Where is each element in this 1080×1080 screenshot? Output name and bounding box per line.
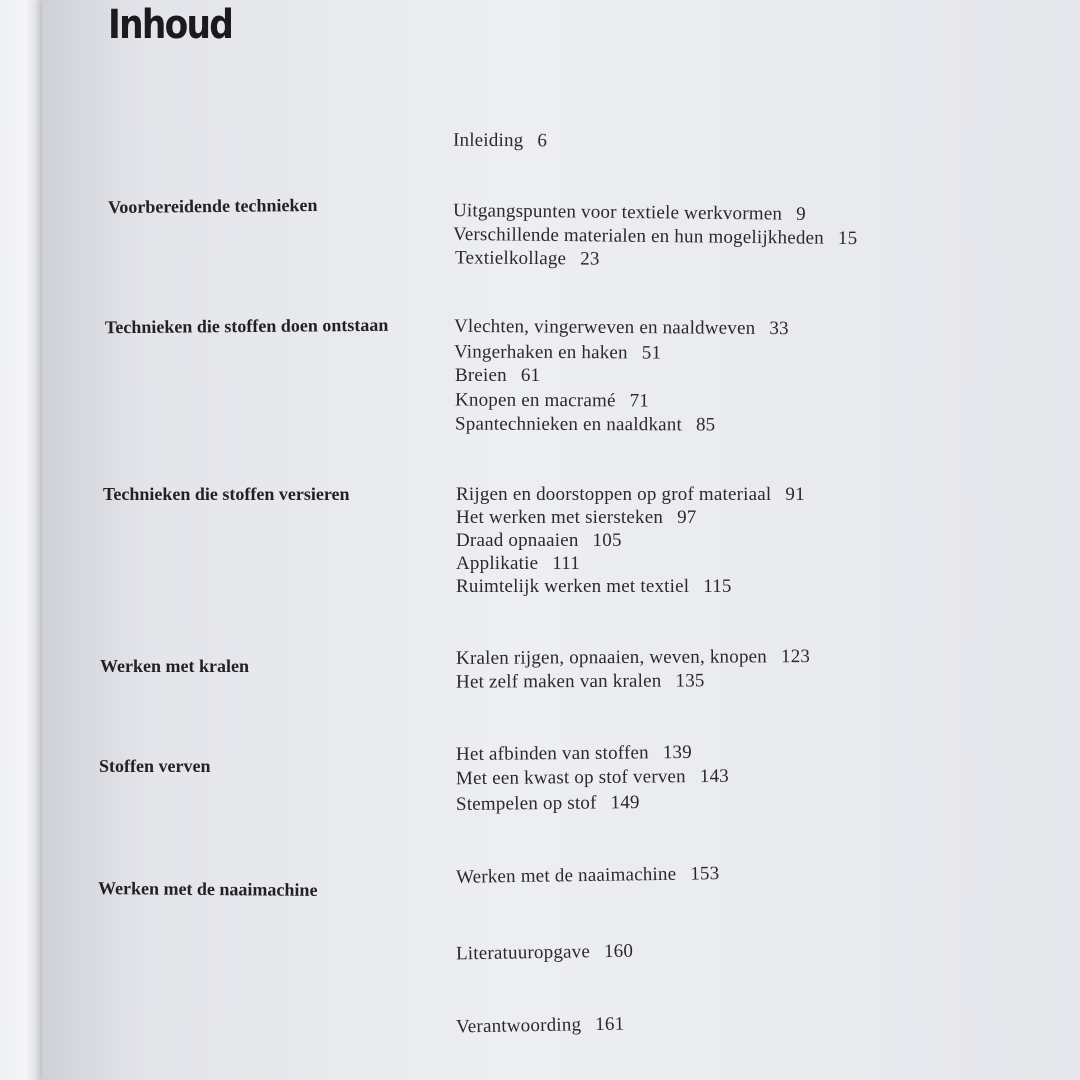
toc-entry	[456, 941, 633, 966]
entry-title: Met een kwast op stof verven	[455, 766, 686, 790]
entry-page-number: 149	[610, 792, 640, 814]
entry-page-number: 51	[641, 342, 662, 364]
entry-page-number: 135	[675, 670, 705, 692]
entry-page-number: 111	[552, 553, 580, 574]
toc-entry	[455, 389, 649, 412]
entry-title: Rijgen en doorstoppen op grof materiaal	[456, 484, 772, 505]
entry-page-number: 161	[595, 1013, 625, 1036]
toc-entry	[453, 130, 547, 153]
toc-entry	[456, 484, 805, 506]
entry-title: Het afbinden van stoffen	[455, 742, 649, 766]
entry-title: Literatuuropgave	[455, 941, 591, 965]
toc-entry	[456, 792, 640, 816]
entry-page-number: 9	[796, 203, 806, 225]
entry-title: Verantwoording	[455, 1014, 582, 1038]
entry-page-number: 115	[703, 576, 732, 597]
entry-page-number: 123	[780, 646, 811, 668]
entry-page-number: 71	[629, 390, 650, 412]
entry-title: Applikatie	[456, 553, 539, 574]
entry-title: Werken met de naaimachine	[455, 863, 677, 888]
toc-entry	[455, 247, 600, 270]
entry-title: Stempelen op stof	[455, 792, 597, 815]
toc-entry	[456, 530, 622, 552]
entry-title: Het zelf maken van kralen	[455, 670, 662, 693]
entry-page-number: 15	[837, 227, 858, 250]
toc-entry	[453, 224, 858, 250]
section-heading-werken-met-de-naaimachine: Werken met de naaimachine	[97, 878, 318, 900]
entry-page-number: 160	[603, 940, 634, 963]
entry-page-number: 105	[592, 530, 622, 551]
entry-title: Breien	[455, 365, 507, 386]
entry-title: Ruimtelijk werken met textiel	[456, 576, 690, 597]
toc-entry	[456, 670, 705, 693]
entry-title: Knopen en macramé	[454, 389, 616, 412]
toc-entry	[456, 507, 696, 529]
page-title: Inhoud	[108, 2, 233, 48]
entry-title: Spantechnieken en naaldkant	[454, 413, 683, 436]
section-heading-werken-met-kralen: Werken met kralen	[100, 656, 249, 676]
toc-entry	[456, 646, 810, 670]
entry-page-number: 6	[537, 130, 548, 152]
toc-entry	[456, 766, 729, 790]
page-edge	[0, 0, 42, 1080]
entry-page-number: 85	[695, 414, 716, 436]
entry-title: Vlechten, vingerweven en naaldweven	[453, 315, 756, 339]
toc-entry	[454, 341, 661, 364]
toc-entry	[455, 414, 715, 437]
entry-title: Inleiding	[452, 129, 524, 152]
entry-page-number: 33	[769, 318, 789, 340]
toc-entry	[456, 742, 692, 766]
entry-page-number: 91	[785, 484, 805, 505]
entry-page-number: 139	[662, 741, 693, 764]
section-heading-stoffen-verven: Stoffen verven	[99, 756, 211, 776]
section-heading-stoffen-doen-ontstaan: Technieken die stoffen doen ontstaan	[104, 314, 389, 338]
entry-title: Uitgangspunten voor textiele werkvormen	[452, 200, 783, 225]
entry-title: Textielkollage	[454, 247, 567, 270]
section-heading-stoffen-versieren: Technieken die stoffen versieren	[103, 484, 350, 504]
toc-entry	[455, 365, 540, 387]
entry-page-number: 143	[699, 765, 730, 788]
toc-entry	[456, 1014, 625, 1039]
entry-page-number: 23	[580, 248, 600, 270]
section-heading-voorbereidende-technieken: Voorbereidende technieken	[107, 194, 318, 218]
toc-entry	[456, 576, 732, 598]
toc-entry	[456, 553, 580, 575]
entry-page-number: 61	[520, 365, 541, 386]
toc-entry	[456, 863, 720, 889]
entry-title: Draad opnaaien	[456, 530, 579, 551]
entry-title: Het werken met siersteken	[456, 507, 664, 528]
toc-entry	[453, 200, 806, 226]
entry-title: Vingerhaken en haken	[453, 341, 628, 364]
entry-page-number: 153	[690, 863, 720, 885]
toc-entry	[454, 316, 789, 340]
entry-title: Kralen rijgen, opnaaien, weven, knopen	[455, 646, 768, 669]
entry-page-number: 97	[677, 507, 697, 528]
entry-title: Verschillende materialen en hun mogelijkheden	[452, 223, 825, 249]
